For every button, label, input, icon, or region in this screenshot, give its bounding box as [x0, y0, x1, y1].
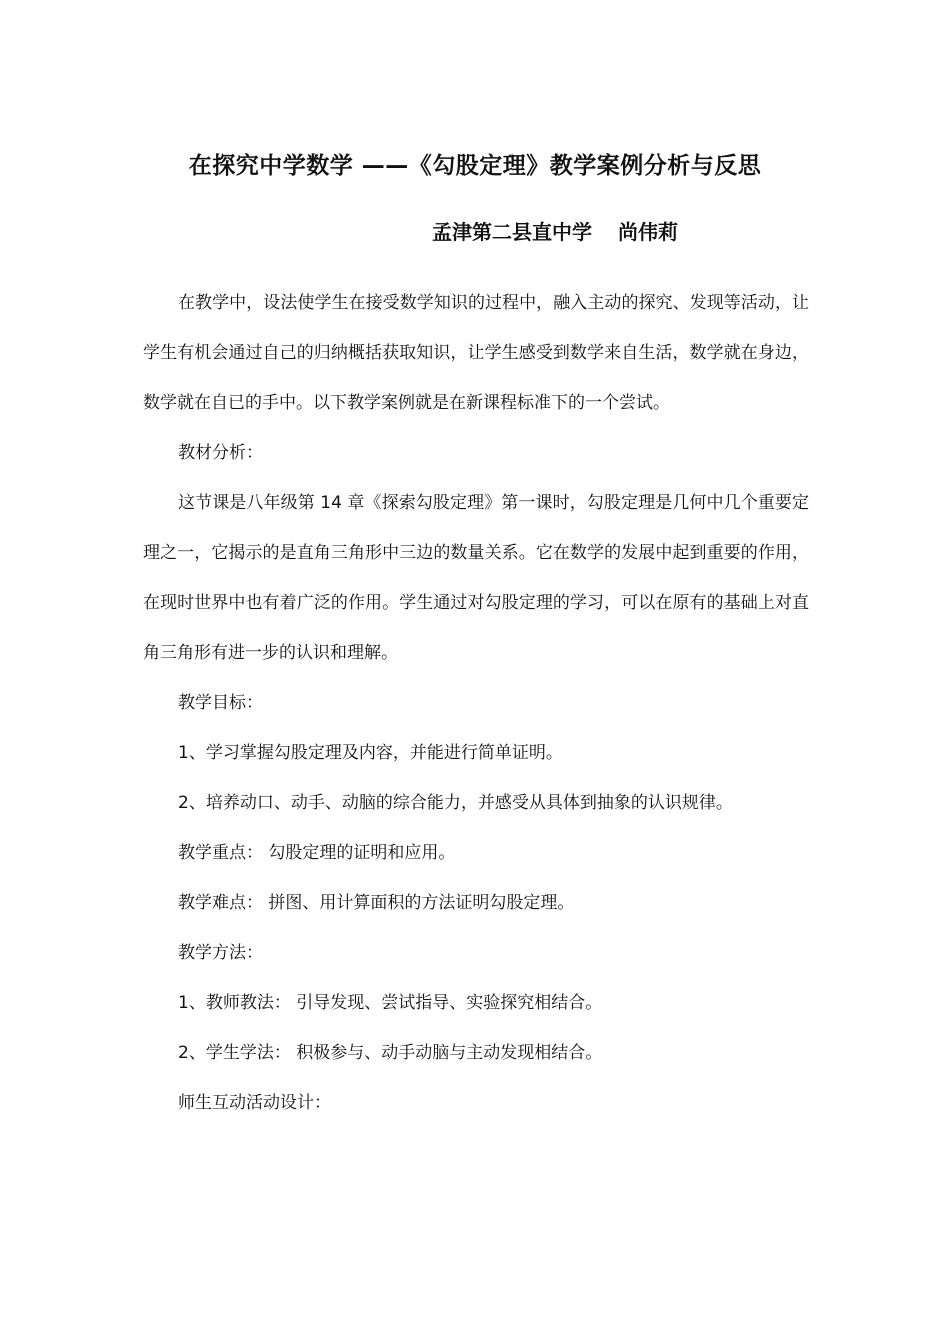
section-heading-objectives: 教学目标： [178, 693, 263, 713]
objective-item-1: 1、学习掌握勾股定理及内容，并能进行简单证明。 [178, 743, 563, 763]
objective-item-2: 2、培养动口、动手、动脑的综合能力，并感受从具体到抽象的认识规律。 [178, 793, 733, 813]
author-line [432, 214, 678, 250]
section-heading-materials: 教材分析： [178, 443, 263, 463]
teaching-key-point: 教学重点： 勾股定理的证明和应用。 [178, 843, 456, 863]
author-school: 孟津第二县直中学 [432, 220, 592, 244]
section-heading-activities: 师生互动活动设计： [178, 1093, 331, 1113]
intro-paragraph: 在教学中，设法使学生在接受数学知识的过程中，融入主动的探究、发现等活动，让学生有机会通过自己的归纳概括获取知识，让学生感受到数学来自生活，数学就在身边，数学就在自已的手中。以下教学案例就是在新课程标准下的一个尝试。 [143, 293, 809, 413]
method-item-2: 2、学生学法： 积极参与、动手动脑与主动发现相结合。 [178, 1043, 603, 1063]
section-heading-methods: 教学方法： [178, 943, 263, 963]
method-item-1: 1、教师教法： 引导发现、尝试指导、实验探究相结合。 [178, 993, 603, 1013]
document-title: 在探究中学数学 ——《勾股定理》教学案例分析与反思 [188, 153, 762, 179]
materials-paragraph: 这节课是八年级第 14 章《探索勾股定理》第一课时，勾股定理是几何中几个重要定理之一，它揭示的是直角三角形中三边的数量关系。它在数学的发展中起到重要的作用，在现时世界中也有着广泛的作用。学生通过对勾股定理的学习，可以在原有的基础上对直角三角形有进一步的认识和理解。 [143, 493, 809, 663]
author-name: 尚伟莉 [618, 220, 678, 244]
teaching-difficulty: 教学难点： 拼图、用计算面积的方法证明勾股定理。 [178, 893, 575, 913]
document-body [143, 278, 809, 1128]
